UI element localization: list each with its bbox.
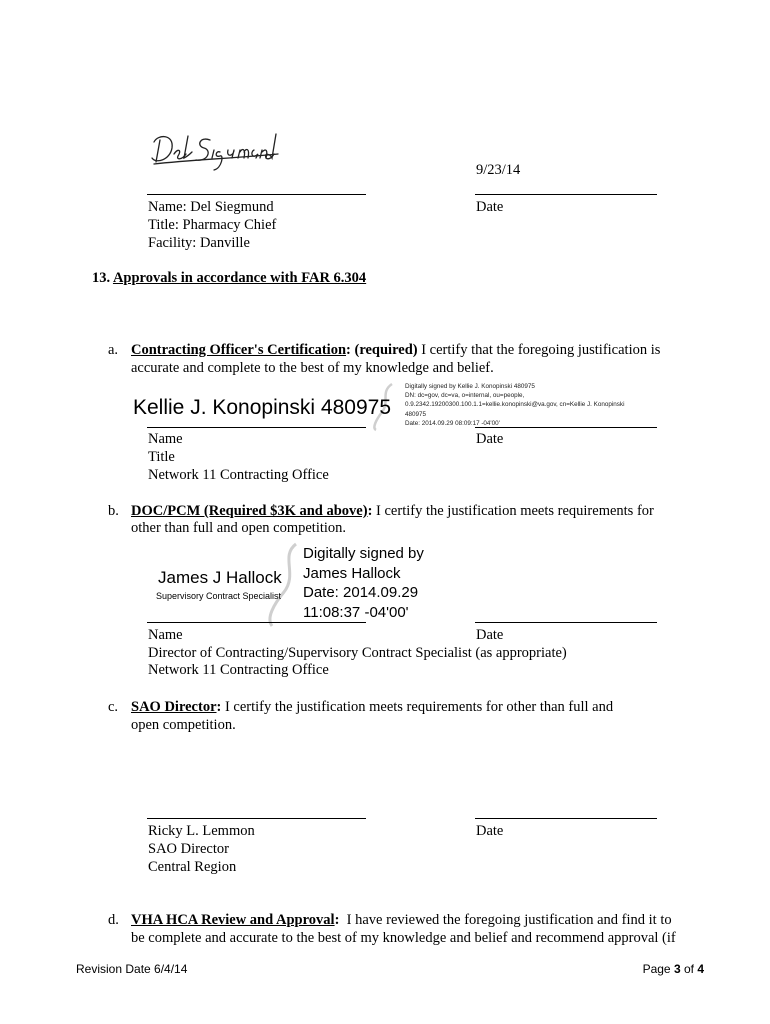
digital-sig-line: Digitally signed by Kellie J. Konopinski 480975 <box>405 383 535 390</box>
role-label: Director of Contracting/Supervisory Contract Specialist (as appropriate) <box>148 645 567 661</box>
item-a-required: (required) <box>354 342 418 358</box>
item-c-line2: open competition. <box>131 717 236 733</box>
item-b-line1 <box>131 502 654 520</box>
date-line <box>475 622 657 623</box>
item-c-letter: c. <box>108 699 119 715</box>
digital-sig-line: James Hallock <box>303 564 401 582</box>
signer-large-name: Kellie J. Konopinski 480975 <box>133 396 392 419</box>
footer-page-number <box>643 962 704 977</box>
digital-sig-line: Date: 2014.09.29 08:09:17 -04'00' <box>405 419 500 427</box>
item-a-line2: accurate and complete to the best of my knowledge and belief. <box>131 360 494 376</box>
handwritten-signature <box>148 128 283 173</box>
item-c-text1: I certify the justification meets requirements for other than full and <box>221 699 614 715</box>
office-label: Network 11 Contracting Office <box>148 662 329 678</box>
section-title: Approvals in accordance with FAR 6.304 <box>112 270 367 286</box>
name-label: Name <box>148 431 183 447</box>
signer-title: SAO Director <box>148 841 229 857</box>
section-number: 13. <box>92 270 111 286</box>
date-label: Date <box>476 431 504 447</box>
digital-sig-line: Date: 2014.09.29 <box>303 584 419 601</box>
date-line <box>475 818 657 819</box>
item-a-line1 <box>131 341 660 359</box>
item-c-title: SAO Director <box>131 699 217 715</box>
item-a-text1: I certify that the foregoing justification is <box>417 342 661 358</box>
item-b-title: DOC/PCM (Required $3K and above) <box>131 503 368 519</box>
item-a-title: Contracting Officer's Certification <box>131 342 347 358</box>
digital-sig-line: DN: dc=gov, dc=va, o=internal, ou=people, <box>405 392 525 400</box>
name-label: Name <box>148 627 183 643</box>
item-b-letter: b. <box>108 503 119 519</box>
signature-line <box>147 194 366 195</box>
signature-line <box>147 622 366 623</box>
item-d-colon: : <box>334 912 340 928</box>
item-d-line1 <box>131 911 672 929</box>
digital-sig-line: 11:08:37 -04'00' <box>303 603 409 621</box>
page-prefix: Page <box>642 962 674 976</box>
signer-name: Ricky L. Lemmon <box>148 823 255 839</box>
signer-name-stamp: James J Hallock <box>158 568 282 587</box>
date-line <box>475 194 657 195</box>
signer-name: Name: Del Siegmund <box>148 199 274 215</box>
section-heading <box>92 269 366 287</box>
signature-line <box>147 818 366 819</box>
date-label: Date <box>476 627 504 643</box>
signer-title-stamp: Supervisory Contract Specialist <box>156 591 282 601</box>
page-current: 3 <box>673 962 681 976</box>
item-d-title: VHA HCA Review and Approval <box>131 912 335 928</box>
digital-sig-line: 0.9.2342.19200300.100.1.1=kellie.konopinski@va.gov, cn=Kellie J. Konopinski <box>405 401 625 409</box>
digital-sig-line: Digitally signed by <box>303 545 424 562</box>
item-b-line2: other than full and open competition. <box>131 520 347 536</box>
item-d-text1: I have reviewed the foregoing justification and find it to <box>339 912 672 928</box>
date-label: Date <box>476 823 504 839</box>
office-label: Network 11 Contracting Office <box>148 467 329 483</box>
title-label: Title <box>148 449 175 465</box>
footer-revision-date: Revision Date 6/4/14 <box>76 962 188 976</box>
signer-region: Central Region <box>148 859 237 875</box>
date-line <box>475 427 657 428</box>
item-d-line2: be complete and accurate to the best of my knowledge and belief and recommend approval (if <box>131 930 676 946</box>
date-label: Date <box>476 199 504 215</box>
item-c-colon: : <box>216 699 222 715</box>
page-total: 4 <box>697 962 704 976</box>
item-a-colon: : <box>346 342 351 358</box>
page-of: of <box>680 962 698 976</box>
item-c-line1 <box>131 698 613 716</box>
item-b-colon: : <box>367 503 373 519</box>
signer-facility: Facility: Danville <box>148 235 250 251</box>
signer-title: Title: Pharmacy Chief <box>148 217 277 233</box>
item-d-letter: d. <box>108 912 119 928</box>
signature-line <box>147 427 366 428</box>
item-a-letter: a. <box>108 342 119 358</box>
signature-date: 9/23/14 <box>476 162 521 178</box>
digital-sig-line: 480975 <box>405 410 427 418</box>
item-b-text1: I certify the justification meets requirements for <box>372 503 654 519</box>
digital-signature-details <box>303 544 424 622</box>
digital-signature-details <box>405 382 624 428</box>
